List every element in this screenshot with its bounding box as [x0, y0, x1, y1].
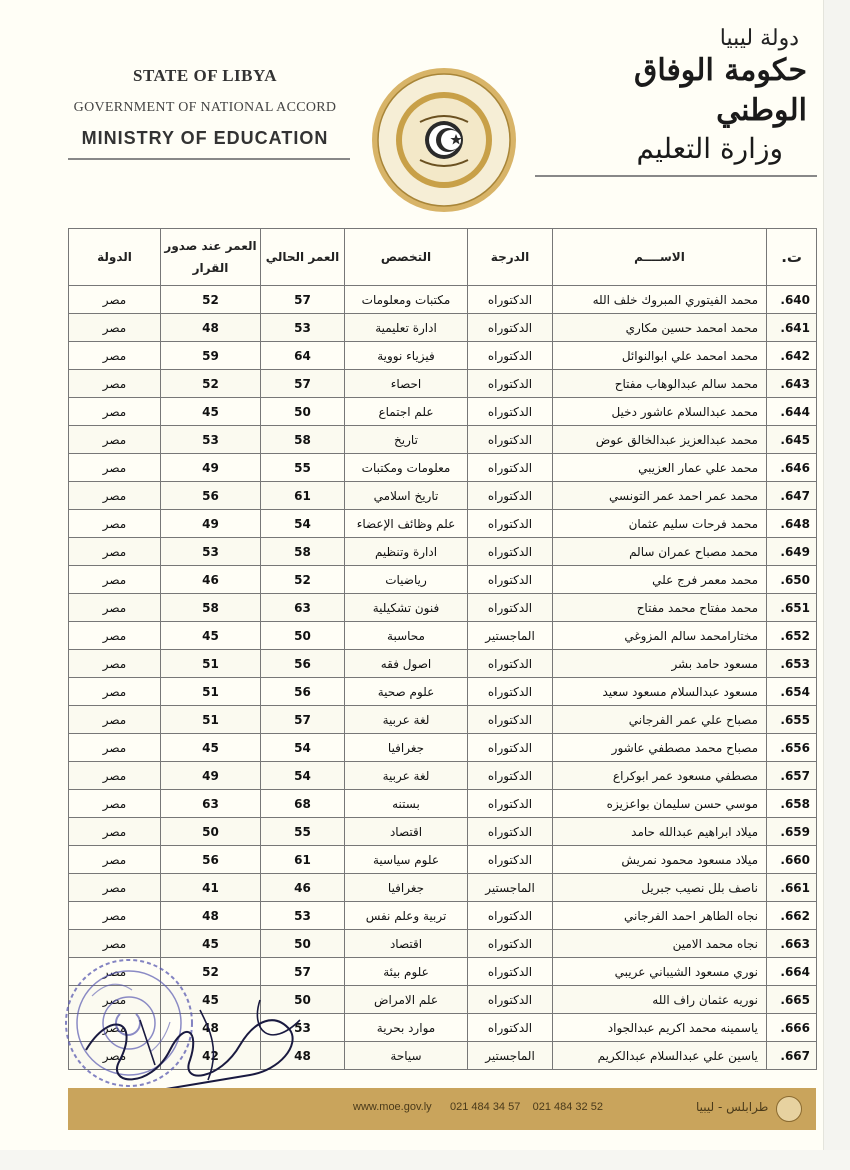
row-specialty: اقتصاد: [345, 930, 468, 958]
row-country: مصر: [69, 986, 161, 1014]
row-name: ياسمينه محمد اكريم عبدالجواد: [553, 1014, 767, 1042]
row-specialty: محاسبة: [345, 622, 468, 650]
row-age-at-decision: 58: [161, 594, 261, 622]
row-degree: الدكتوراه: [468, 678, 553, 706]
row-specialty: علوم صحية: [345, 678, 468, 706]
row-age-at-decision: 51: [161, 678, 261, 706]
row-country: مصر: [69, 958, 161, 986]
row-current-age: 57: [261, 286, 345, 314]
row-specialty: مكتبات ومعلومات: [345, 286, 468, 314]
row-degree: الدكتوراه: [468, 314, 553, 342]
row-country: مصر: [69, 594, 161, 622]
row-age-at-decision: 49: [161, 454, 261, 482]
table-row: [69, 538, 817, 566]
row-number: 653.: [767, 650, 817, 678]
row-current-age: 50: [261, 622, 345, 650]
row-degree: الدكتوراه: [468, 958, 553, 986]
row-country: مصر: [69, 538, 161, 566]
row-degree: الدكتوراه: [468, 566, 553, 594]
row-specialty: فيزياء نووية: [345, 342, 468, 370]
row-current-age: 53: [261, 1014, 345, 1042]
row-country: مصر: [69, 762, 161, 790]
row-degree: الدكتوراه: [468, 986, 553, 1014]
row-specialty: اقتصاد: [345, 818, 468, 846]
row-specialty: رياضيات: [345, 566, 468, 594]
table-row: [69, 790, 817, 818]
scan-edge-bottom: [0, 1150, 850, 1170]
row-country: مصر: [69, 454, 161, 482]
scholars-table-container: [68, 228, 816, 1070]
row-number: 646.: [767, 454, 817, 482]
row-degree: الدكتوراه: [468, 510, 553, 538]
row-specialty: تاريخ اسلامي: [345, 482, 468, 510]
row-degree: الدكتوراه: [468, 1014, 553, 1042]
row-age-at-decision: 56: [161, 482, 261, 510]
row-number: 650.: [767, 566, 817, 594]
row-number: 641.: [767, 314, 817, 342]
row-number: 651.: [767, 594, 817, 622]
header-number: ت.: [767, 229, 817, 286]
row-number: 642.: [767, 342, 817, 370]
row-number: 662.: [767, 902, 817, 930]
row-country: مصر: [69, 370, 161, 398]
row-name: محمد امحمد حسين مكاري: [553, 314, 767, 342]
row-current-age: 52: [261, 566, 345, 594]
row-current-age: 50: [261, 986, 345, 1014]
row-current-age: 48: [261, 1042, 345, 1070]
handwritten-signature: [80, 990, 310, 1100]
row-specialty: ادارة تعليمية: [345, 314, 468, 342]
ministry-seal-logo: [370, 66, 518, 214]
row-specialty: اصول فقه: [345, 650, 468, 678]
row-country: مصر: [69, 342, 161, 370]
row-number: 647.: [767, 482, 817, 510]
row-country: مصر: [69, 398, 161, 426]
english-government-title: GOVERNMENT OF NATIONAL ACCORD: [73, 100, 337, 115]
row-age-at-decision: 42: [161, 1042, 261, 1070]
row-country: مصر: [69, 510, 161, 538]
row-degree: الدكتوراه: [468, 818, 553, 846]
row-number: 643.: [767, 370, 817, 398]
row-current-age: 55: [261, 454, 345, 482]
row-age-at-decision: 56: [161, 846, 261, 874]
row-specialty: احصاء: [345, 370, 468, 398]
row-name: محمد فرحات سليم عثمان: [553, 510, 767, 538]
row-name: موسي حسن سليمان بواعزيزه: [553, 790, 767, 818]
row-specialty: سياحة: [345, 1042, 468, 1070]
row-current-age: 56: [261, 650, 345, 678]
row-name: ناصف بلل نصيب جبريل: [553, 874, 767, 902]
row-age-at-decision: 50: [161, 818, 261, 846]
row-number: 654.: [767, 678, 817, 706]
row-specialty: لغة عربية: [345, 762, 468, 790]
row-age-at-decision: 45: [161, 930, 261, 958]
table-row: [69, 846, 817, 874]
table-row: [69, 706, 817, 734]
row-name: مصباح علي عمر الفرجاني: [553, 706, 767, 734]
row-name: محمد عبدالسلام عاشور دخيل: [553, 398, 767, 426]
row-degree: الدكتوراه: [468, 426, 553, 454]
row-age-at-decision: 52: [161, 286, 261, 314]
row-degree: الدكتوراه: [468, 454, 553, 482]
row-specialty: ادارة وتنظيم: [345, 538, 468, 566]
row-number: 658.: [767, 790, 817, 818]
row-age-at-decision: 48: [161, 1014, 261, 1042]
row-current-age: 55: [261, 818, 345, 846]
row-number: 657.: [767, 762, 817, 790]
row-specialty: بستنه: [345, 790, 468, 818]
row-name: محمد مصباح عمران سالم: [553, 538, 767, 566]
row-degree: الدكتوراه: [468, 650, 553, 678]
row-name: مسعود عبدالسلام مسعود سعيد: [553, 678, 767, 706]
row-number: 660.: [767, 846, 817, 874]
table-row: [69, 874, 817, 902]
row-name: ميلاد ابراهيم عبدالله حامد: [553, 818, 767, 846]
footer-seal-icon: [776, 1096, 802, 1122]
row-country: مصر: [69, 314, 161, 342]
row-country: مصر: [69, 566, 161, 594]
row-age-at-decision: 51: [161, 706, 261, 734]
row-current-age: 46: [261, 874, 345, 902]
english-ministry-title: MINISTRY OF EDUCATION: [81, 128, 329, 148]
row-name: مختارامحمد سالم المزوغي: [553, 622, 767, 650]
row-number: 640.: [767, 286, 817, 314]
table-row: [69, 426, 817, 454]
row-country: مصر: [69, 706, 161, 734]
row-number: 645.: [767, 426, 817, 454]
row-degree: الدكتوراه: [468, 790, 553, 818]
row-age-at-decision: 49: [161, 510, 261, 538]
row-country: مصر: [69, 482, 161, 510]
row-country: مصر: [69, 902, 161, 930]
row-country: مصر: [69, 678, 161, 706]
row-age-at-decision: 45: [161, 622, 261, 650]
header-specialty: التخصص: [345, 229, 468, 286]
row-degree: الدكتوراه: [468, 342, 553, 370]
row-country: مصر: [69, 650, 161, 678]
row-degree: الدكتوراه: [468, 286, 553, 314]
row-number: 649.: [767, 538, 817, 566]
row-specialty: علم اجتماع: [345, 398, 468, 426]
row-number: 655.: [767, 706, 817, 734]
row-age-at-decision: 48: [161, 902, 261, 930]
row-name: مسعود حامد بشر: [553, 650, 767, 678]
arabic-ministry-title: وزارة التعليم: [636, 132, 783, 165]
header-name: الاســــم: [553, 229, 767, 286]
table-row: [69, 342, 817, 370]
row-name: نوريه عثمان راف الله: [553, 986, 767, 1014]
row-specialty: تربية وعلم نفس: [345, 902, 468, 930]
row-country: مصر: [69, 426, 161, 454]
arabic-state-title: دولة ليبيا: [719, 26, 799, 51]
row-age-at-decision: 41: [161, 874, 261, 902]
row-name: محمد عبدالعزيز عبدالخالق عوض: [553, 426, 767, 454]
table-row: [69, 622, 817, 650]
row-current-age: 64: [261, 342, 345, 370]
footer-city: طرابلس - ليبيا: [696, 1100, 769, 1114]
row-current-age: 50: [261, 398, 345, 426]
row-degree: الدكتوراه: [468, 706, 553, 734]
row-age-at-decision: 45: [161, 986, 261, 1014]
row-specialty: علوم بيئة: [345, 958, 468, 986]
table-row: [69, 650, 817, 678]
row-current-age: 57: [261, 370, 345, 398]
header-degree: الدرجة: [468, 229, 553, 286]
table-row: [69, 734, 817, 762]
row-current-age: 50: [261, 930, 345, 958]
row-age-at-decision: 45: [161, 734, 261, 762]
row-age-at-decision: 52: [161, 370, 261, 398]
row-specialty: موارد بحرية: [345, 1014, 468, 1042]
header-current-age: العمر الحالي: [261, 229, 345, 286]
row-current-age: 61: [261, 482, 345, 510]
row-name: ميلاد مسعود محمود نمريش: [553, 846, 767, 874]
row-current-age: 54: [261, 762, 345, 790]
table-row: [69, 286, 817, 314]
arabic-letterhead: [535, 26, 817, 177]
row-age-at-decision: 49: [161, 762, 261, 790]
table-row: [69, 314, 817, 342]
row-country: مصر: [69, 1014, 161, 1042]
table-row: [69, 818, 817, 846]
row-current-age: 54: [261, 734, 345, 762]
footer-band: [68, 1088, 816, 1130]
row-name: ياسين علي عبدالسلام عبدالكريم: [553, 1042, 767, 1070]
scan-edge-right: [823, 0, 850, 1170]
footer-phone-2: 021 484 32 52: [532, 1101, 603, 1113]
row-degree: الدكتوراه: [468, 398, 553, 426]
table-body: [69, 286, 817, 1070]
table-header-row: [69, 229, 817, 286]
row-specialty: جغرافيا: [345, 874, 468, 902]
header-country: الدولة: [69, 229, 161, 286]
row-age-at-decision: 53: [161, 426, 261, 454]
row-name: نوري مسعود الشيباني عريبي: [553, 958, 767, 986]
table-row: [69, 902, 817, 930]
row-specialty: علم الامراض: [345, 986, 468, 1014]
row-degree: الدكتوراه: [468, 482, 553, 510]
row-current-age: 57: [261, 958, 345, 986]
table-row: [69, 482, 817, 510]
row-age-at-decision: 46: [161, 566, 261, 594]
arabic-header-rule: [535, 175, 817, 177]
row-degree: الدكتوراه: [468, 902, 553, 930]
row-specialty: جغرافيا: [345, 734, 468, 762]
row-degree: الماجستير: [468, 1042, 553, 1070]
row-current-age: 54: [261, 510, 345, 538]
row-age-at-decision: 51: [161, 650, 261, 678]
row-current-age: 53: [261, 902, 345, 930]
row-number: 661.: [767, 874, 817, 902]
header-age-at-decision: العمر عند صدور القرار: [161, 229, 261, 286]
row-number: 656.: [767, 734, 817, 762]
row-country: مصر: [69, 930, 161, 958]
footer-website: www.moe.gov.ly: [353, 1101, 432, 1113]
row-country: مصر: [69, 734, 161, 762]
row-name: مصطفي مسعود عمر ابوكراع: [553, 762, 767, 790]
row-degree: الدكتوراه: [468, 762, 553, 790]
row-name: محمد معمر فرج علي: [553, 566, 767, 594]
row-name: محمد امحمد علي ابوالنوائل: [553, 342, 767, 370]
row-country: مصر: [69, 790, 161, 818]
table-row: [69, 510, 817, 538]
footer-contact: [353, 1101, 603, 1113]
row-name: محمد مفتاح محمد مفتاح: [553, 594, 767, 622]
row-current-age: 56: [261, 678, 345, 706]
row-current-age: 63: [261, 594, 345, 622]
arabic-government-title: حكومة الوفاق الوطني: [634, 53, 807, 128]
row-specialty: فنون تشكيلية: [345, 594, 468, 622]
row-name: نجاه الطاهر احمد الفرجاني: [553, 902, 767, 930]
row-degree: الدكتوراه: [468, 538, 553, 566]
row-age-at-decision: 45: [161, 398, 261, 426]
english-state-title: STATE OF LIBYA: [133, 66, 277, 85]
scholars-table: [68, 228, 817, 1070]
english-letterhead: [60, 60, 350, 160]
row-country: مصر: [69, 846, 161, 874]
row-degree: الدكتوراه: [468, 930, 553, 958]
table-row: [69, 454, 817, 482]
row-current-age: 58: [261, 426, 345, 454]
row-current-age: 68: [261, 790, 345, 818]
row-age-at-decision: 59: [161, 342, 261, 370]
row-name: محمد علي عمار العزيبي: [553, 454, 767, 482]
table-row: [69, 930, 817, 958]
row-age-at-decision: 53: [161, 538, 261, 566]
row-name: محمد عمر احمد عمر التونسي: [553, 482, 767, 510]
row-number: 659.: [767, 818, 817, 846]
table-row: [69, 594, 817, 622]
row-degree: الدكتوراه: [468, 594, 553, 622]
row-degree: الدكتوراه: [468, 846, 553, 874]
row-number: 664.: [767, 958, 817, 986]
row-specialty: علم وظائف الإعضاء: [345, 510, 468, 538]
row-name: محمد الفيتوري المبروك خلف الله: [553, 286, 767, 314]
row-degree: الدكتوراه: [468, 370, 553, 398]
row-country: مصر: [69, 622, 161, 650]
row-name: محمد سالم عبدالوهاب مفتاح: [553, 370, 767, 398]
english-header-rule: [68, 158, 350, 160]
row-name: مصباح محمد مصطفي عاشور: [553, 734, 767, 762]
row-current-age: 57: [261, 706, 345, 734]
row-number: 666.: [767, 1014, 817, 1042]
row-country: مصر: [69, 286, 161, 314]
table-row: [69, 566, 817, 594]
table-row: [69, 678, 817, 706]
row-number: 648.: [767, 510, 817, 538]
row-specialty: لغة عربية: [345, 706, 468, 734]
row-name: نجاه محمد الامين: [553, 930, 767, 958]
table-row: [69, 398, 817, 426]
row-age-at-decision: 63: [161, 790, 261, 818]
row-specialty: علوم سياسية: [345, 846, 468, 874]
row-current-age: 58: [261, 538, 345, 566]
row-number: 644.: [767, 398, 817, 426]
row-current-age: 53: [261, 314, 345, 342]
table-row: [69, 762, 817, 790]
row-number: 663.: [767, 930, 817, 958]
row-specialty: معلومات ومكتبات: [345, 454, 468, 482]
row-number: 652.: [767, 622, 817, 650]
row-country: مصر: [69, 1042, 161, 1070]
row-degree: الدكتوراه: [468, 734, 553, 762]
row-number: 665.: [767, 986, 817, 1014]
row-country: مصر: [69, 874, 161, 902]
row-specialty: تاريخ: [345, 426, 468, 454]
row-number: 667.: [767, 1042, 817, 1070]
row-degree: الماجستير: [468, 622, 553, 650]
row-age-at-decision: 52: [161, 958, 261, 986]
row-degree: الماجستير: [468, 874, 553, 902]
row-age-at-decision: 48: [161, 314, 261, 342]
table-row: [69, 370, 817, 398]
row-country: مصر: [69, 818, 161, 846]
row-current-age: 61: [261, 846, 345, 874]
footer-phone-1: 021 484 34 57: [450, 1101, 521, 1113]
